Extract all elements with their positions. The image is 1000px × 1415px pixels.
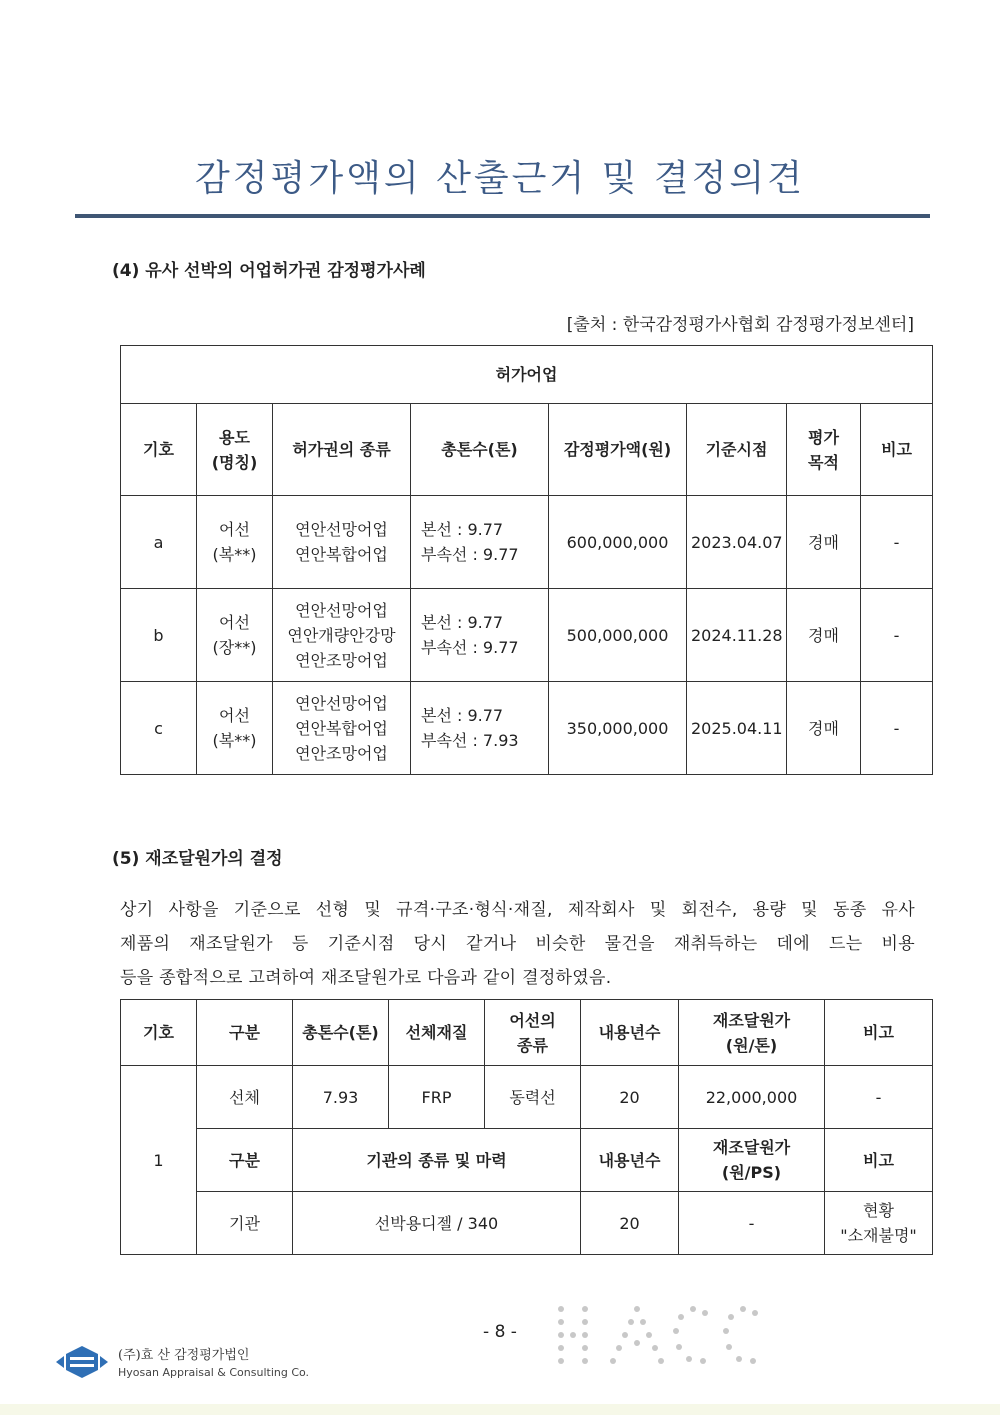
column-header: 비고 (825, 1000, 933, 1066)
watermark-dot (582, 1358, 588, 1364)
purpose-cell: 경매 (787, 589, 861, 682)
column-header: 평가 목적 (787, 404, 861, 496)
table-header-row (121, 404, 933, 496)
watermark-dot (558, 1345, 564, 1351)
column-header: 총톤수(톤) (411, 404, 549, 496)
column-header: 용도 (명칭) (197, 404, 273, 496)
appraisal-cases-table (120, 345, 933, 775)
date-cell: 2024.11.28 (687, 589, 787, 682)
watermark-dot (702, 1310, 708, 1316)
spec-cell: 선박용디젤 / 340 (293, 1192, 581, 1255)
watermark-dot (570, 1332, 576, 1338)
column-header: 어선의 종류 (485, 1000, 581, 1066)
column-header: 총톤수(톤) (293, 1000, 389, 1066)
watermark-dot (622, 1332, 628, 1338)
watermark-dot (700, 1358, 706, 1364)
use-cell: 어선 (장**) (197, 589, 273, 682)
watermark-dot (558, 1306, 564, 1312)
cost-cell: 22,000,000 (679, 1066, 825, 1129)
watermark-dot (686, 1356, 692, 1362)
engine-header-row (121, 1129, 933, 1192)
source-note: [출처 : 한국감정평가사협회 감정평가정보센터] (566, 315, 914, 335)
watermark-dot (616, 1345, 622, 1351)
table-row (121, 589, 933, 682)
value-cell: 600,000,000 (549, 496, 687, 589)
date-cell: 2025.04.11 (687, 682, 787, 775)
spec-header: 기관의 종류 및 마력 (293, 1129, 581, 1192)
watermark-dot (634, 1306, 640, 1312)
column-header: 허가권의 종류 (273, 404, 411, 496)
id-cell: a (121, 496, 197, 589)
watermark-dot (736, 1356, 742, 1362)
watermark-dot (582, 1332, 588, 1338)
description-paragraph (120, 893, 915, 995)
watermark-dot (740, 1306, 746, 1312)
use-cell: 어선 (복**) (197, 682, 273, 775)
bottom-strip (0, 1404, 1000, 1415)
paragraph-line: 등을 종합적으로 고려하여 재조달원가로 다음과 같이 결정하였음. (120, 968, 612, 988)
note-cell: - (861, 589, 933, 682)
watermark-dot (558, 1332, 564, 1338)
company-logo (52, 1342, 312, 1386)
id-cell: b (121, 589, 197, 682)
watermark-dot (676, 1344, 682, 1350)
engine-row (121, 1192, 933, 1255)
note-cell: 현황 "소재불명" (825, 1192, 933, 1255)
watermark-dot (673, 1328, 679, 1334)
column-header: 내용년수 (581, 1000, 679, 1066)
category-cell: 선체 (197, 1066, 293, 1129)
life-header: 내용년수 (581, 1129, 679, 1192)
use-cell: 어선 (복**) (197, 496, 273, 589)
watermark-dot (610, 1358, 616, 1364)
watermark-dot (690, 1306, 696, 1312)
cost-cell: - (679, 1192, 825, 1255)
id-cell: 1 (121, 1066, 197, 1255)
value-cell: 350,000,000 (549, 682, 687, 775)
tonnage-cell: 본선 : 9.77 부속선 : 9.77 (411, 589, 549, 682)
watermark-dot (628, 1319, 634, 1325)
column-header: 재조달원가 (원/톤) (679, 1000, 825, 1066)
life-cell: 20 (581, 1066, 679, 1129)
watermark-dot (652, 1345, 658, 1351)
column-header: 기준시점 (687, 404, 787, 496)
table-row (121, 682, 933, 775)
purpose-cell: 경매 (787, 496, 861, 589)
watermark-logo (552, 1300, 762, 1368)
watermark-dot (723, 1328, 729, 1334)
watermark-dot (582, 1306, 588, 1312)
purpose-cell: 경매 (787, 682, 861, 775)
vessel-type-cell: 동력선 (485, 1066, 581, 1129)
note-cell: - (825, 1066, 933, 1129)
watermark-dot (634, 1340, 640, 1346)
watermark-dot (658, 1358, 664, 1364)
life-cell: 20 (581, 1192, 679, 1255)
hull-row (121, 1066, 933, 1129)
tonnage-cell: 본선 : 9.77 부속선 : 9.77 (411, 496, 549, 589)
note-header: 비고 (825, 1129, 933, 1192)
column-header: 기호 (121, 1000, 197, 1066)
watermark-dot (582, 1345, 588, 1351)
watermark-dot (726, 1344, 732, 1350)
material-cell: FRP (389, 1066, 485, 1129)
watermark-dot (752, 1310, 758, 1316)
note-cell: - (861, 496, 933, 589)
watermark-dot (558, 1319, 564, 1325)
category-cell: 기관 (197, 1192, 293, 1255)
watermark-dot (558, 1358, 564, 1364)
license-cell: 연안선망어업 연안개량안강망 연안조망어업 (273, 589, 411, 682)
column-header: 구분 (197, 1000, 293, 1066)
note-cell: - (861, 682, 933, 775)
paragraph-line: 상기 사항을 기준으로 선형 및 규격·구조·형식·재질, 제작회사 및 회전수, 용량 및 동종 유사 (120, 900, 915, 920)
license-cell: 연안선망어업 연안복합어업 (273, 496, 411, 589)
category-header: 구분 (197, 1129, 293, 1192)
tonnage-cell: 7.93 (293, 1066, 389, 1129)
cost-header: 재조달원가 (원/PS) (679, 1129, 825, 1192)
column-header: 선체재질 (389, 1000, 485, 1066)
paragraph-line: 제품의 재조달원가 등 기준시점 당시 같거나 비슷한 물건을 재취득하는 데에 드는 비용 (120, 934, 915, 954)
section-heading-4: (4) 유사 선박의 어업허가권 감정평가사례 (112, 261, 426, 281)
column-header: 기호 (121, 404, 197, 496)
license-cell: 연안선망어업 연안복합어업 연안조망어업 (273, 682, 411, 775)
watermark-dot (728, 1314, 734, 1320)
watermark-dot (678, 1314, 684, 1320)
watermark-dot (582, 1319, 588, 1325)
page-title: 감정평가액의 산출근거 및 결정의견 (195, 158, 805, 199)
watermark-dot (750, 1358, 756, 1364)
company-name-kr: (주)효 산 감정평가법인 (118, 1348, 250, 1363)
section-heading-5: (5) 재조달원가의 결정 (112, 849, 283, 869)
watermark-dot (646, 1332, 652, 1338)
table-row (121, 496, 933, 589)
title-rule (75, 214, 930, 218)
company-logo-icon (52, 1342, 112, 1382)
tonnage-cell: 본선 : 9.77 부속선 : 7.93 (411, 682, 549, 775)
group-header: 허가어업 (121, 346, 933, 404)
id-cell: c (121, 682, 197, 775)
column-header: 감정평가액(원) (549, 404, 687, 496)
watermark-dot (640, 1319, 646, 1325)
replacement-cost-table (120, 999, 933, 1255)
column-header: 비고 (861, 404, 933, 496)
page-number: - 8 - (483, 1322, 517, 1342)
company-name-en: Hyosan Appraisal & Consulting Co. (118, 1366, 310, 1379)
date-cell: 2023.04.07 (687, 496, 787, 589)
table-header-row (121, 1000, 933, 1066)
value-cell: 500,000,000 (549, 589, 687, 682)
